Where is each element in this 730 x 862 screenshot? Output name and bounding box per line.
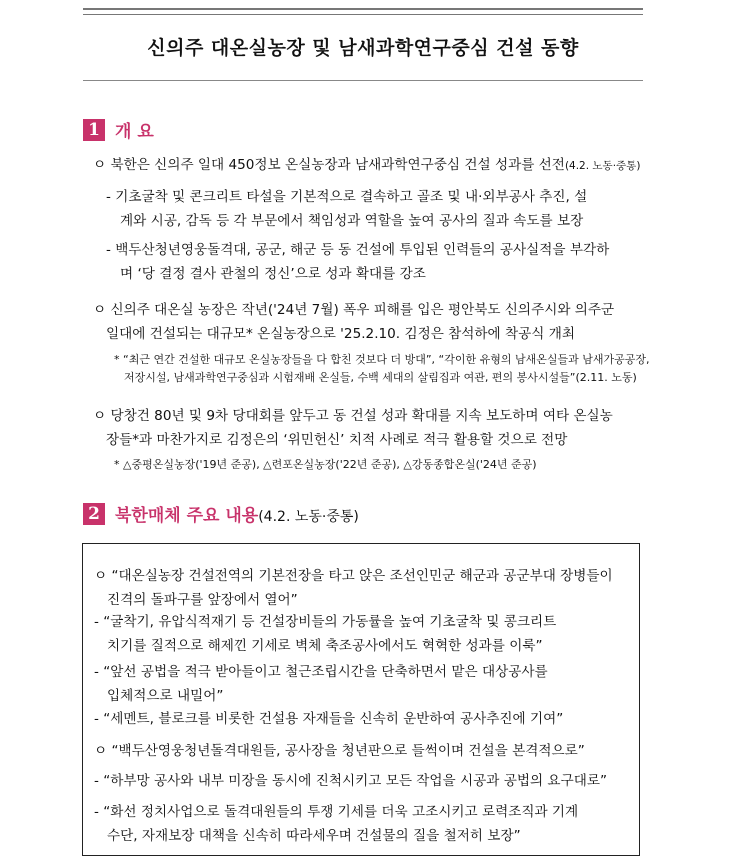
section-2-header (83, 501, 359, 526)
section-2-title-text: 북한매체 주요 내용 (115, 506, 259, 526)
top-rule-thin (83, 14, 643, 15)
bullet-3 (93, 404, 613, 452)
bullet-marker: - (106, 189, 111, 205)
section-2-number: 2 (83, 503, 105, 525)
bullet-line-2: 계와 시공, 감독 등 각 부문에서 책임성과 역할을 높여 공사의 질과 속도를 보장 (120, 213, 584, 229)
bullet-line-1: “앞선 공법을 적극 받아들이고 철근조립시간을 단축하면서 맡은 대상공사를 (103, 664, 548, 680)
bullet-marker: - (94, 664, 99, 680)
bullet-marker: - (94, 773, 99, 789)
quote-sub-1 (94, 610, 556, 658)
bullet-line-1: 기초굴착 및 콘크리트 타설을 기본적으로 결속하고 골조 및 내·외부공사 추진, 설 (115, 189, 588, 205)
bullet-marker: ㅇ (93, 302, 107, 318)
bullet-text: “세멘트, 블로크를 비롯한 건설용 자재들을 신속히 운반하여 공사추진에 기여” (103, 711, 564, 727)
bullet-line-2: 수단, 자재보장 대책을 신속히 따라세우며 건설물의 질을 철저히 보장” (107, 828, 521, 844)
bullet-marker: - (94, 804, 99, 820)
quote-sub-5 (94, 800, 578, 848)
bullet-1 (93, 153, 640, 178)
bullet-marker: - (106, 242, 111, 258)
bullet-line-1: “굴착기, 유압식적재기 등 건설장비들의 가동률을 높여 기초굴착 및 콩크리트 (103, 614, 557, 630)
bullet-marker: - (94, 614, 99, 630)
bullet-line-1: 신의주 대온실 농장은 작년('24년 7월) 폭우 피해를 입은 평안북도 신의주시와 의주군 (110, 302, 615, 318)
bullet-2 (93, 298, 614, 346)
bullet-text: “하부망 공사와 내부 미장을 동시에 진척시키고 모든 작업을 시공과 공법의 요구대로” (103, 773, 608, 789)
footnote-text: △중평온실농장('19년 준공), △련포온실농장('22년 준공), △강동종합온실('24년 준공) (123, 458, 537, 471)
section-1-number: 1 (83, 119, 105, 141)
bullet-marker: ㅇ (93, 157, 107, 173)
quote-bullet-1 (94, 564, 613, 612)
page-title: 신의주 대온실농장 및 남새과학연구중심 건설 동향 (147, 37, 579, 59)
bullet-line-1: “화선 정치사업으로 돌격대원들의 투쟁 기세를 더욱 고조시키고 로력조직과 기계 (103, 804, 579, 820)
quote-bullet-2 (94, 739, 585, 763)
quote-sub-2 (94, 660, 548, 708)
bullet-marker: ㅇ (94, 568, 108, 584)
footnote-line-1: “최근 연간 건설한 대규모 온실농장들을 다 합친 것보다 더 방대”, “각이한 유형의 남새온실들과 남새가공공장, (123, 353, 650, 366)
bullet-text: “백두산영웅청년돌격대원들, 공사장을 청년판으로 들썩이며 건설을 본격적으로” (111, 743, 585, 759)
bullet-line-2: 입체적으로 내밀어” (107, 688, 224, 704)
footnote-2 (114, 456, 537, 474)
top-rule-thick (83, 8, 643, 10)
bullet-marker: ㅇ (93, 408, 107, 424)
footnote-1 (114, 351, 649, 387)
bullet-line-2: 진격의 돌파구를 앞장에서 열어” (107, 592, 298, 608)
bullet-line-2: 치기를 질적으로 해제낀 기세로 벽체 축조공사에서도 혁혁한 성과를 이룩” (107, 638, 543, 654)
bullet-line-1: “대온실농장 건설전역의 기본전장을 타고 앉은 조선인민군 해군과 공군부대 장병들이 (111, 568, 613, 584)
bullet-line-2: 며 ‘당 결정 결사 관철의 정신’으로 성과 확대를 강조 (120, 266, 426, 282)
bullet-line-1: 백두산청년영웅돌격대, 공군, 해군 등 동 건설에 투입된 인력들의 공사실적을 부각하 (115, 242, 610, 258)
section-1-title: 개 요 (115, 122, 154, 142)
footnote-marker: * (114, 353, 120, 366)
footnote-marker: * (114, 458, 120, 471)
footnote-line-2: 저장시설, 남새과학연구중심과 시험재배 온실들, 수백 세대의 살림집과 여관, 편의 봉사시설들”(2.11. 노동) (124, 371, 637, 384)
bullet-marker: - (94, 711, 99, 727)
bullet-line-2: 장들*과 마찬가지로 김정은의 ‘위민헌신’ 치적 사례로 적극 활용할 것으로 전망 (106, 432, 568, 448)
section-2-subtitle: (4.2. 노동·중통) (258, 509, 359, 525)
bullet-line-2: 일대에 건설되는 대규모* 온실농장으로 '25.2.10. 김정은 참석하에 착공식 개최 (106, 326, 575, 342)
sub-bullet-1 (106, 185, 587, 233)
quote-sub-3 (94, 707, 563, 731)
section-1-header (83, 117, 154, 142)
bullet-line-1: 당창건 80년 및 9차 당대회를 앞두고 동 건설 성과 확대를 지속 보도하며 여타 온실농 (110, 408, 613, 424)
bullet-marker: ㅇ (94, 743, 108, 759)
section-2-title (115, 501, 359, 526)
bullet-text: 북한은 신의주 일대 450정보 온실농장과 남새과학연구중심 건설 성과를 선전 (110, 157, 565, 173)
sub-bullet-2 (106, 238, 609, 286)
bullet-note: (4.2. 노동·중통) (564, 160, 641, 172)
title-underline (83, 80, 643, 81)
quote-sub-4 (94, 769, 607, 793)
